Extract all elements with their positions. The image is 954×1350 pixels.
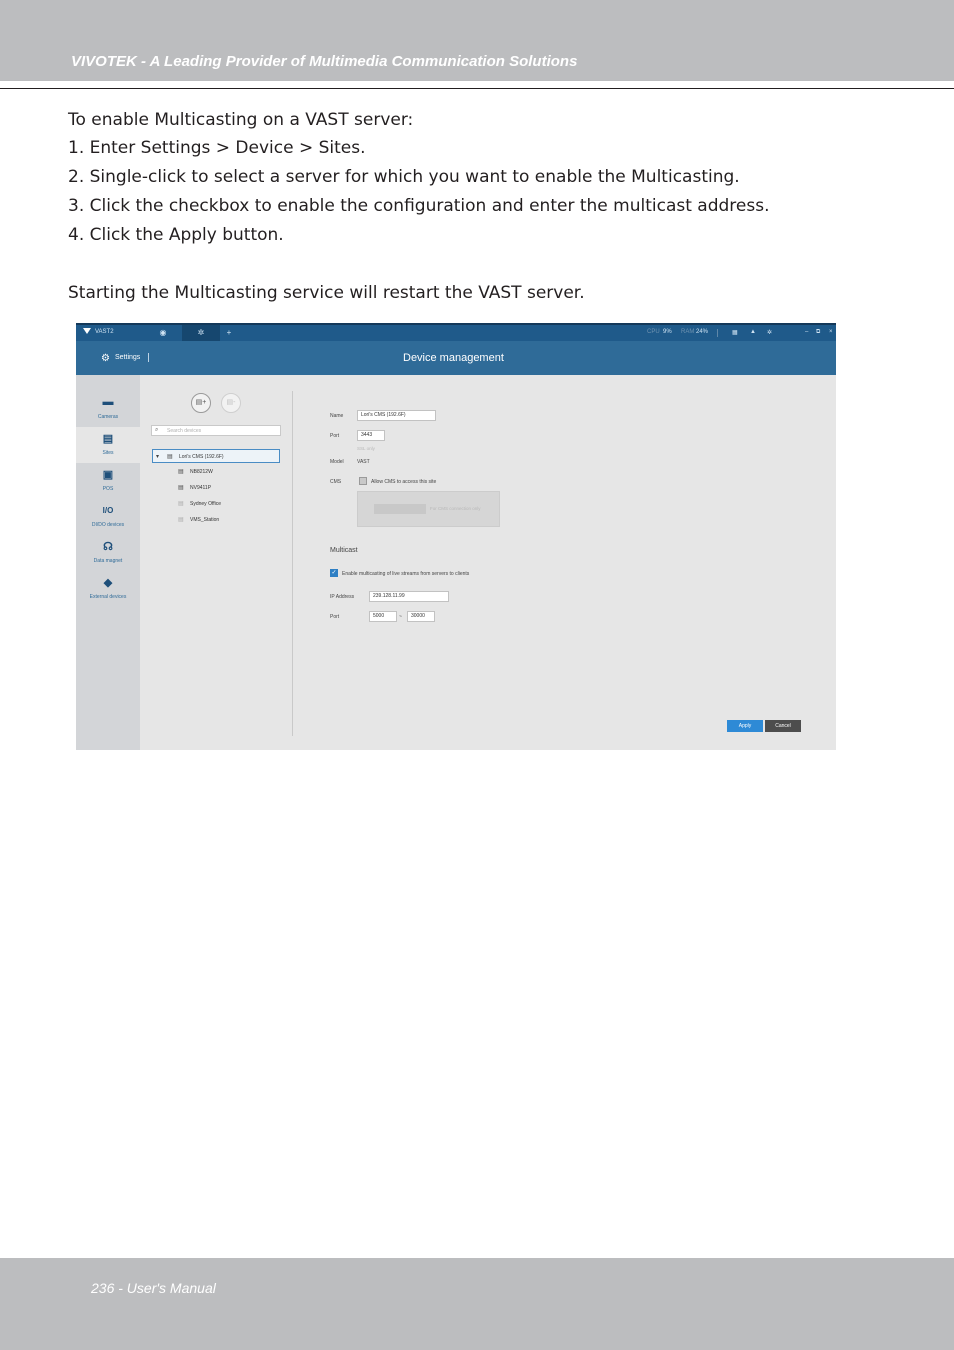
instruction-step: 1. Enter Settings > Device > Sites. [68,138,366,158]
search-input[interactable]: Search devices [167,428,202,434]
tree-item-cms[interactable] [152,449,280,463]
sidebar-item-label: DI/DO devices [91,522,125,528]
ram-value: 24% [696,329,709,335]
server-icon: ▤ [178,485,184,491]
app-titlebar [76,323,836,341]
add-server-button[interactable] [191,393,211,413]
multicast-port-to[interactable]: 30000 [407,611,435,622]
port-range-separator: ~ [399,614,402,620]
tree-item-nv9411p[interactable] [176,481,276,495]
tab-live-view[interactable] [150,325,176,341]
header-rule [0,88,954,89]
sidebar-item-label: POS [102,486,114,492]
device-management-screenshot [76,323,836,750]
page-title: Device management [403,352,504,364]
magnet-icon: ☊ [103,541,113,553]
tab-settings[interactable] [182,325,220,341]
name-label: Name [330,413,344,419]
sidebar-item-sites[interactable] [76,427,140,463]
cms-connection-box [357,491,500,527]
sidebar-item-external-devices[interactable] [76,571,140,607]
port-label: Port [330,433,340,439]
server-offline-icon: ▤ [178,501,184,507]
page-footer [0,1258,954,1350]
sidebar-item-label: Cameras [97,414,119,420]
eye-icon: ◉ [159,328,167,337]
cpu-label: CPU [647,329,660,335]
cms-label: CMS [330,479,342,485]
server-offline-icon: ▤ [178,517,184,523]
panel-divider [292,391,293,736]
ip-address-label: IP Address [330,594,355,600]
sidebar-item-label: External devices [89,594,127,600]
plus-icon: + [226,328,232,337]
camera-icon: ▬ [102,396,114,408]
tree-item-label: VMS_Station [190,517,220,523]
pos-icon: ▣ [102,469,114,481]
search-icon: ⌕ [155,427,159,433]
apply-button[interactable]: Apply [727,720,763,732]
instructions-note: Starting the Multicasting service will restart the VAST server. [68,283,585,303]
settings-icon: ⚙ [101,353,110,364]
remove-server-button[interactable] [221,393,241,413]
header-brand: VIVOTEK - A Leading Provider of Multimedia Communication Solutions [71,53,578,70]
minimize-button[interactable]: – [805,329,809,335]
cancel-button[interactable]: Cancel [765,720,801,732]
settings-breadcrumb[interactable]: Settings [115,354,141,361]
caret-down-icon: ▾ [156,454,160,460]
settings-navbar [76,341,836,375]
bell-icon[interactable]: ▲ [750,329,756,335]
remove-server-icon: ▤- [226,399,236,406]
multicast-port-label: Port [330,614,340,620]
cms-connect-button[interactable] [374,504,426,514]
ip-address-field[interactable]: 239.128.11.99 [369,591,449,602]
tree-item-label: NV9411P [190,485,212,491]
sidebar-item-cameras[interactable] [76,391,140,427]
enable-multicast-label: Enable multicasting of live streams from servers to clients [342,571,470,577]
model-label: Model [330,459,344,465]
sidebar-item-data-magnet[interactable] [76,535,140,571]
tree-item-vms-station[interactable] [176,513,276,527]
gear-icon[interactable]: ✲ [767,330,773,336]
port-hint: SSL only [357,446,375,451]
tab-add[interactable] [222,325,236,341]
external-device-icon: ◆ [103,577,113,589]
allow-cms-label: Allow CMS to access this site [371,479,437,485]
allow-cms-checkbox[interactable] [359,477,367,485]
gear-icon: ✲ [197,328,205,337]
check-icon: ✓ [331,570,337,576]
page-header [0,0,954,81]
model-value: VAST [357,459,370,465]
cms-connection-hint: For CMS connection only [430,506,481,511]
sidebar-item-label: Data magnet [93,558,123,564]
restore-button[interactable]: ⧉ [816,329,821,335]
vivotek-logo-icon [83,328,91,334]
instructions-intro: To enable Multicasting on a VAST server: [68,110,414,130]
server-icon: ▤ [178,469,184,475]
multicast-title: Multicast [330,547,358,554]
instruction-step: 4. Click the Apply button. [68,225,284,245]
tree-item-nb8212w[interactable] [176,465,276,479]
device-search[interactable] [151,425,281,436]
instruction-step: 2. Single-click to select a server for which you want to enable the Multicasting. [68,167,740,187]
app-name: VAST2 [95,329,114,335]
multicast-port-from[interactable]: 5000 [369,611,397,622]
page-number: 236 - User's Manual [91,1280,216,1296]
sidebar-item-dido[interactable] [76,499,140,535]
cpu-value: 9% [663,329,672,335]
settings-sidebar [76,375,140,750]
name-field[interactable]: Lori's CMS (192.6F) [357,410,436,421]
ram-label: RAM [681,329,695,335]
server-icon: ▤ [167,454,173,460]
enable-multicast-checkbox[interactable] [330,569,338,577]
titlebar-divider [717,329,718,337]
tree-item-sydney-office[interactable] [176,497,276,511]
instruction-step: 3. Click the checkbox to enable the configuration and enter the multicast address. [68,196,770,216]
io-icon: I/O [102,506,114,515]
tree-item-label: Lori's CMS (192.6F) [179,454,224,460]
nav-divider [148,353,149,362]
server-icon: ▤ [102,433,114,445]
grid-icon[interactable]: ▦ [732,330,738,336]
tree-item-label: Sydney Office [190,501,222,507]
add-server-icon: ▤+ [195,399,207,406]
close-button[interactable]: × [829,329,833,335]
port-field[interactable]: 3443 [357,430,385,441]
sidebar-item-label: Sites [102,450,114,456]
sidebar-item-pos[interactable] [76,463,140,499]
tree-item-label: NB8212W [190,469,213,475]
